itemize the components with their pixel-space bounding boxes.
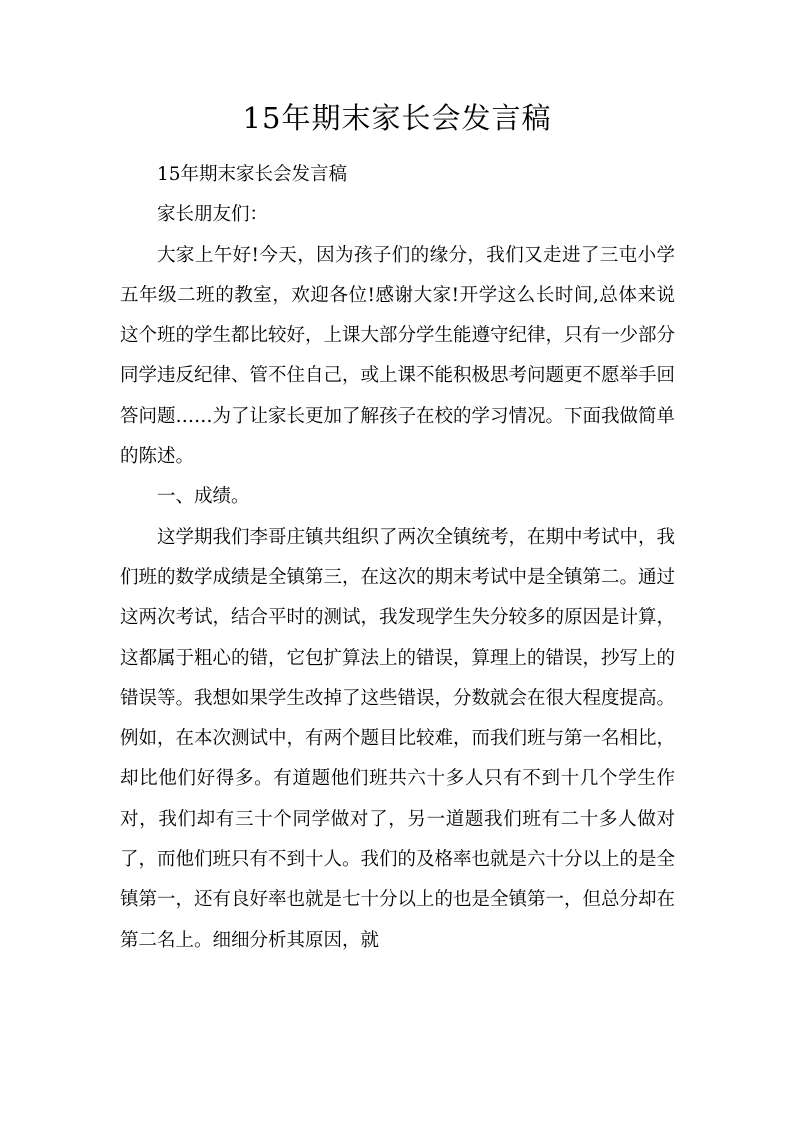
- paragraph-subtitle: 15年期末家长会发言稿: [157, 164, 348, 185]
- paragraph-intro: 大家上午好!今天，因为孩子们的缘分，我们又走进了三屯小学五年级二班的教室，欢迎各位!感谢大家!开学这么长时间,总体来说这个班的学生都比较好，上课大部分学生能遵守纪律，只有一少部分同学违反纪律、管不住自己，或上课不能积极思考问题更不愿举手回答问题……为了让家长更加了解孩子在校的学习情况。下面我做简单的陈述。: [120, 244, 676, 468]
- document-body: [120, 155, 675, 961]
- paragraph-greeting: 家长朋友们：: [157, 204, 269, 226]
- paragraph-section-heading: 一、成绩。: [157, 486, 250, 508]
- paragraph-grades: 这学期我们李哥庄镇共组织了两次全镇统考，在期中考试中，我们班的数学成绩是全镇第三，在这次的期末考试中是全镇第二。通过这两次考试，结合平时的测试，我发现学生失分较多的原因是计算，这都属于粗心的错，它包扩算法上的错误，算理上的错误，抄写上的错误等。我想如果学生改掉了这些错误，分数就会在很大程度提高。例如，在本次测试中，有两个题目比较难，而我们班与第一名相比，却比他们好得多。有道题他们班共六十多人只有不到十几个学生作对，我们却有三十个同学做对了，另一道题我们班有二十多人做对了，而他们班只有不到十人。我们的及格率也就是六十分以上的是全镇第一，还有良好率也就是七十分以上的也是全镇第一，但总分却在第二名上。细细分析其原因，就: [120, 526, 676, 951]
- document-title: 15年期末家长会发言稿: [242, 101, 552, 135]
